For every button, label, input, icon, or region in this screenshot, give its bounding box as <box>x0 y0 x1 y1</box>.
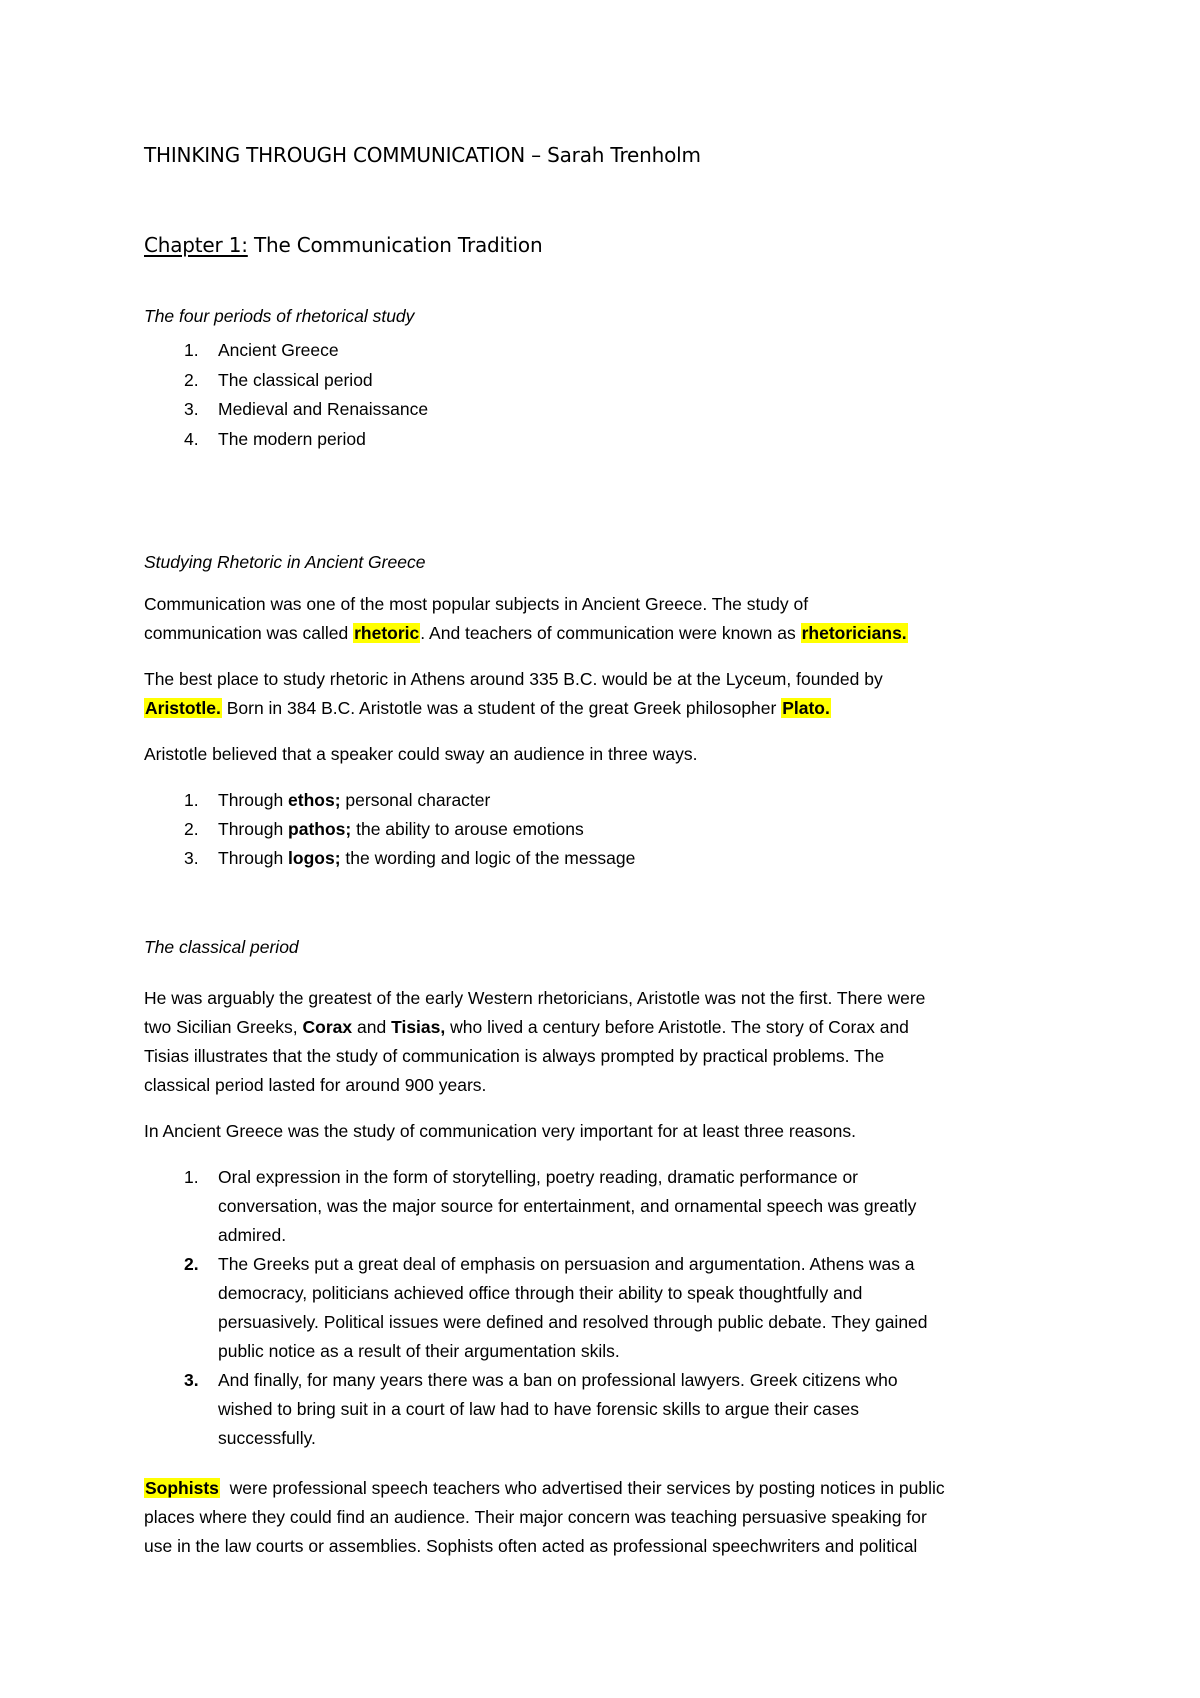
section-heading-classical: The classical period <box>144 937 299 957</box>
highlight-aristotle: Aristotle. <box>145 698 221 718</box>
document-title: THINKING THROUGH COMMUNICATION – Sarah Trenholm <box>144 143 701 167</box>
paragraph-rhetoric-definition: Communication was one of the most popular subjects in Ancient Greece. The study of communication was called rhetoric. And teachers of communication were known as rhetoricians. <box>144 594 907 643</box>
highlight-rhetoric: rhetoric <box>354 623 420 643</box>
list-item: 1. Oral expression in the form of storytelling, poetry reading, dramatic performance or conversation, was the major source for entertainment, and ornamental speech was greatly admired. <box>184 1167 917 1245</box>
reasons-list <box>144 1163 1084 1453</box>
highlight-plato: Plato. <box>782 698 830 718</box>
list-item: 2. The Greeks put a great deal of emphasis on persuasion and argumentation. Athens was a democracy, politicians achieved office through their ability to speak thoughtfully and persuasively. Political issues were defined and resolved through public debate. They gained public notice as a result of their argumentation skils. <box>184 1254 928 1361</box>
chapter-label: Chapter 1: <box>144 233 248 257</box>
paragraph-lyceum: The best place to study rhetoric in Athens around 335 B.C. would be at the Lyceum, founded by Aristotle. Born in 384 B.C. Aristotle was a student of the great Greek philosopher Plato. <box>144 669 883 718</box>
highlight-sophists: Sophists <box>145 1478 219 1498</box>
persuasion-ways-list <box>144 786 1084 873</box>
paragraph-three-reasons: In Ancient Greece was the study of communication very important for at least three reasons. <box>144 1121 857 1141</box>
chapter-name: The Communication Tradition <box>247 233 543 257</box>
paragraph-sophists: Sophists were professional speech teachers who advertised their services by posting notices in public places where they could find an audience. Their major concern was teaching persuasive speaking for use in the law courts or assemblies. Sophists often acted as professional speechwriters and political <box>144 1478 945 1556</box>
list-item: 3. And finally, for many years there was a ban on professional lawyers. Greek citizens who wished to bring suit in a court of law had to have forensic skills to argue their cases successfully. <box>184 1370 898 1448</box>
chapter-heading <box>144 233 542 257</box>
section-heading-ancient-greece: Studying Rhetoric in Ancient Greece <box>144 552 426 572</box>
list-item: 1. Through ethos; personal character <box>184 790 491 810</box>
four-periods-list <box>144 336 1084 454</box>
list-item: 2. Through pathos; the ability to arouse emotions <box>184 819 584 839</box>
paragraph-three-ways: Aristotle believed that a speaker could sway an audience in three ways. <box>144 744 698 764</box>
list-item: 2. The classical period <box>184 369 373 390</box>
paragraph-corax-tisias: He was arguably the greatest of the early Western rhetoricians, Aristotle was not the first. There were two Sicilian Greeks, Corax and Tisias, who lived a century before Aristotle. The story of Corax and Tisias illustrates that the study of communication is always prompted by practical problems. The classical period lasted for around 900 years. <box>144 988 926 1095</box>
list-item: 4. The modern period <box>184 428 366 449</box>
highlight-rhetoricians: rhetoricians. <box>801 623 907 643</box>
list-item: 3. Medieval and Renaissance <box>184 399 429 419</box>
section-heading-four-periods: The four periods of rhetorical study <box>144 306 415 326</box>
list-item: 1. Ancient Greece <box>184 340 339 360</box>
list-item: 3. Through logos; the wording and logic of the message <box>184 848 636 868</box>
